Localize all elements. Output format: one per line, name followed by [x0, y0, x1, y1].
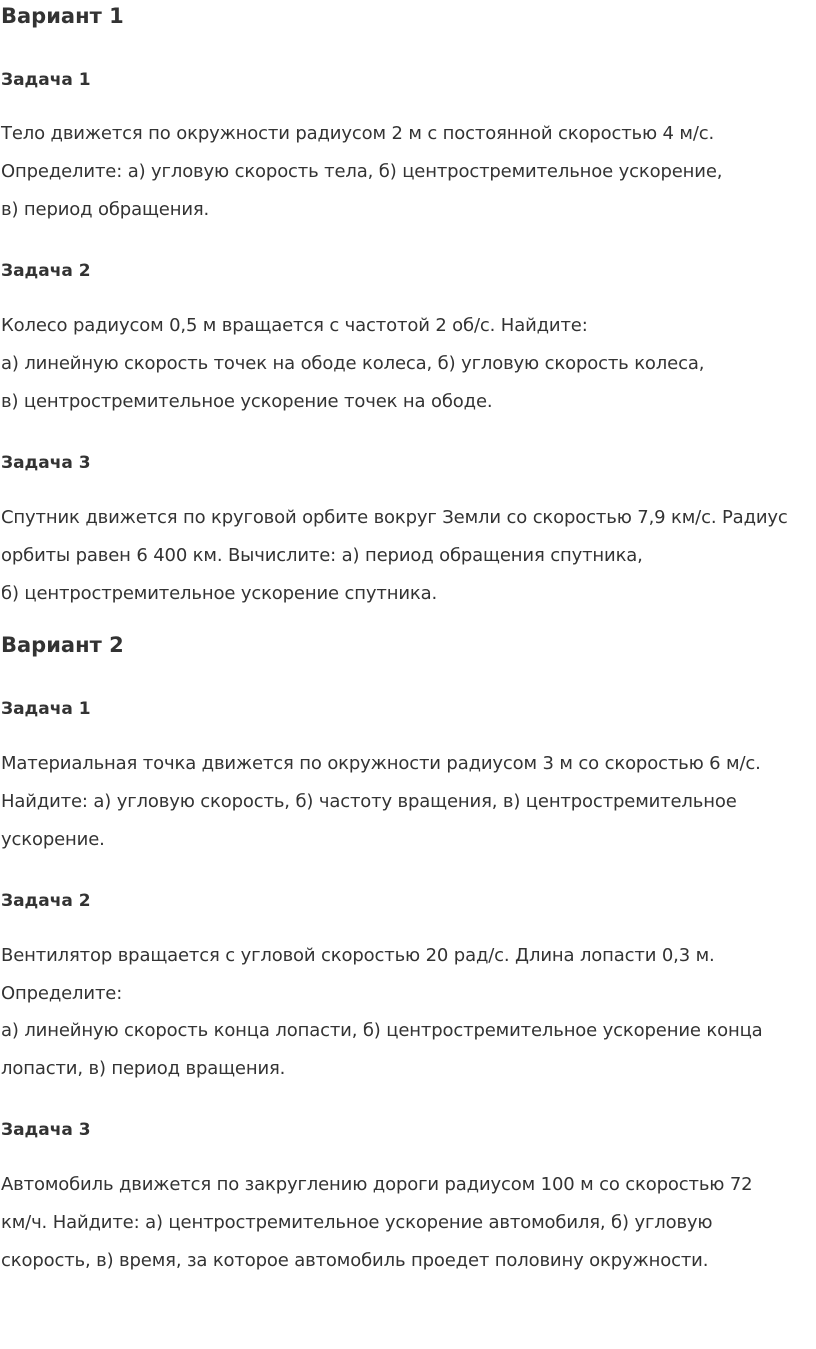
variant-1-task-3-line-2: орбиты равен 6 400 км. Вычислите: а) период обращения спутника, — [1, 545, 643, 566]
variant-2-title: Вариант 2 — [1, 633, 124, 657]
variant-2-task-2-line-3: а) линейную скорость конца лопасти, б) центростремительное ускорение конца — [1, 1020, 763, 1041]
variant-2-task-1-line-1: Материальная точка движется по окружности радиусом 3 м со скоростью 6 м/с. — [1, 753, 761, 774]
variant-2-task-3-line-2: км/ч. Найдите: а) центростремительное ускорение автомобиля, б) угловую — [1, 1212, 713, 1233]
variant-1-task-2-line-1: Колесо радиусом 0,5 м вращается с частотой 2 об/с. Найдите: — [1, 315, 588, 336]
variant-1-task-1-line-1: Тело движется по окружности радиусом 2 м с постоянной скоростью 4 м/с. — [1, 123, 715, 144]
variant-1-task-2-title: Задача 2 — [1, 261, 91, 281]
variant-2-task-1-line-3: ускорение. — [1, 829, 105, 850]
variant-1-task-1-line-2: Определите: а) угловую скорость тела, б) центростремительное ускорение, — [1, 161, 723, 182]
variant-1-task-1-title: Задача 1 — [1, 70, 91, 90]
variant-2-task-2-line-1: Вентилятор вращается с угловой скоростью 20 рад/с. Длина лопасти 0,3 м. — [1, 945, 715, 966]
variant-1-task-3-title: Задача 3 — [1, 453, 91, 473]
variant-2-task-3-line-3: скорость, в) время, за которое автомобиль проедет половину окружности. — [1, 1250, 709, 1271]
variant-2-task-3-title: Задача 3 — [1, 1120, 91, 1140]
variant-1-task-1-line-3: в) период обращения. — [1, 199, 210, 220]
variant-1-title: Вариант 1 — [1, 4, 124, 28]
variant-2-task-2-line-2: Определите: — [1, 983, 123, 1004]
variant-2-task-1-title: Задача 1 — [1, 699, 91, 719]
variant-2-task-3-line-1: Автомобиль движется по закруглению дороги радиусом 100 м со скоростью 72 — [1, 1174, 753, 1195]
variant-2-task-2-title: Задача 2 — [1, 891, 91, 911]
variant-2-task-1-line-2: Найдите: а) угловую скорость, б) частоту вращения, в) центростремительное — [1, 791, 737, 812]
variant-1-task-3-line-3: б) центростремительное ускорение спутника. — [1, 583, 438, 604]
variant-1-task-3-line-1: Спутник движется по круговой орбите вокруг Земли со скоростью 7,9 км/с. Радиус — [1, 507, 788, 528]
variant-1-task-2-line-3: в) центростремительное ускорение точек на ободе. — [1, 391, 493, 412]
variant-1-task-2-line-2: а) линейную скорость точек на ободе колеса, б) угловую скорость колеса, — [1, 353, 705, 374]
variant-2-task-2-line-4: лопасти, в) период вращения. — [1, 1058, 286, 1079]
